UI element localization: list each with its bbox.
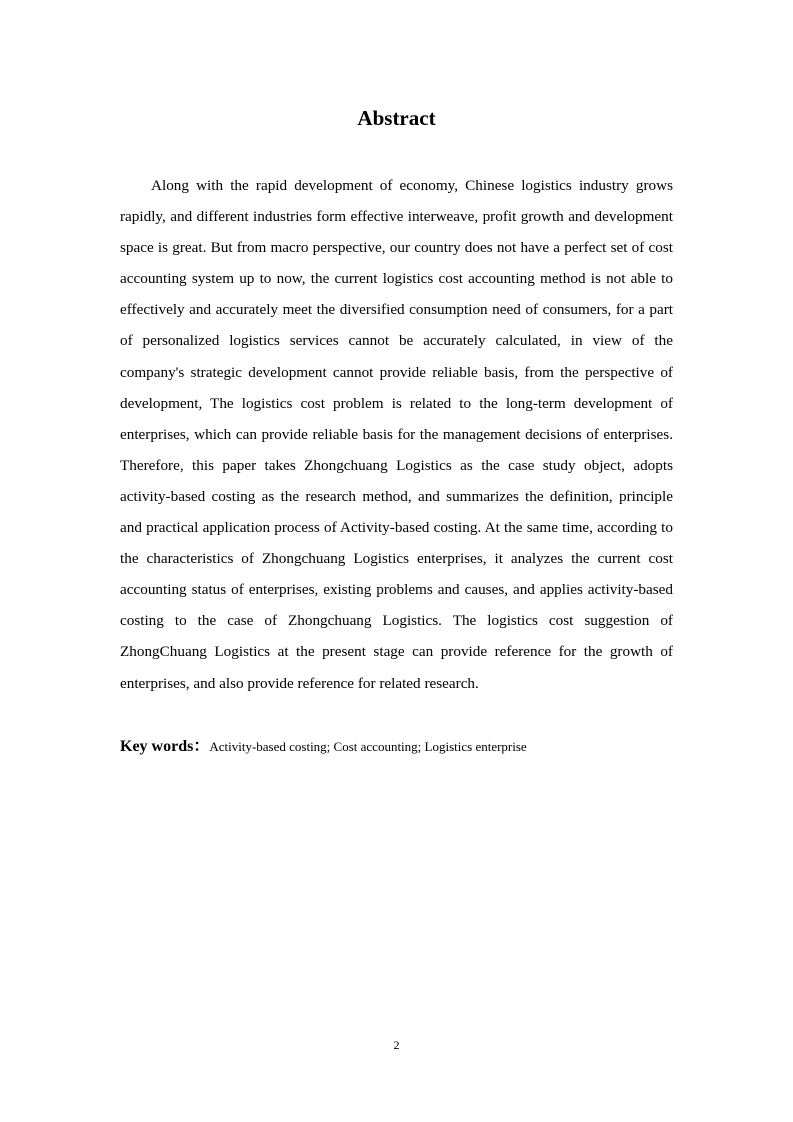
abstract-body: Along with the rapid development of economy, Chinese logistics industry grows rapidly, and different industries form effective interweave, profit growth and development space is great. But from macro perspective, our country does not have a perfect set of cost accounting system up to now, the current logistics cost accounting method is not able to effectively and accurately meet the diversified consumption need of consumers, for a part of personalized logistics services cannot be accurately calculated, in view of the company's strategic development cannot provide reliable basis, from the perspective of development, The logistics cost problem is related to the long-term development of enterprises, which can provide reliable basis for the management decisions of enterprises. Therefore, this paper takes Zhongchuang Logistics as the case study object, adopts activity-based costing as the research method, and summarizes the definition, principle and practical application process of Activity-based costing. At the same time, according to the characteristics of Zhongchuang Logistics enterprises, it analyzes the current cost accounting status of enterprises, existing problems and causes, and applies activity-based costing to the case of Zhongchuang Logistics. The logistics cost suggestion of ZhongChuang Logistics at the present stage can provide reference for the growth of enterprises, and also provide reference for related research. bbox=[120, 177, 673, 692]
page-number: 2 bbox=[393, 1038, 400, 1052]
keywords-line bbox=[120, 737, 680, 757]
keywords-text: Activity-based costing; Cost accounting; Logistics enterprise bbox=[209, 739, 527, 754]
keywords-separator: ： bbox=[193, 738, 210, 755]
keywords-label: Key words bbox=[120, 738, 194, 755]
abstract-title: Abstract bbox=[357, 106, 436, 130]
